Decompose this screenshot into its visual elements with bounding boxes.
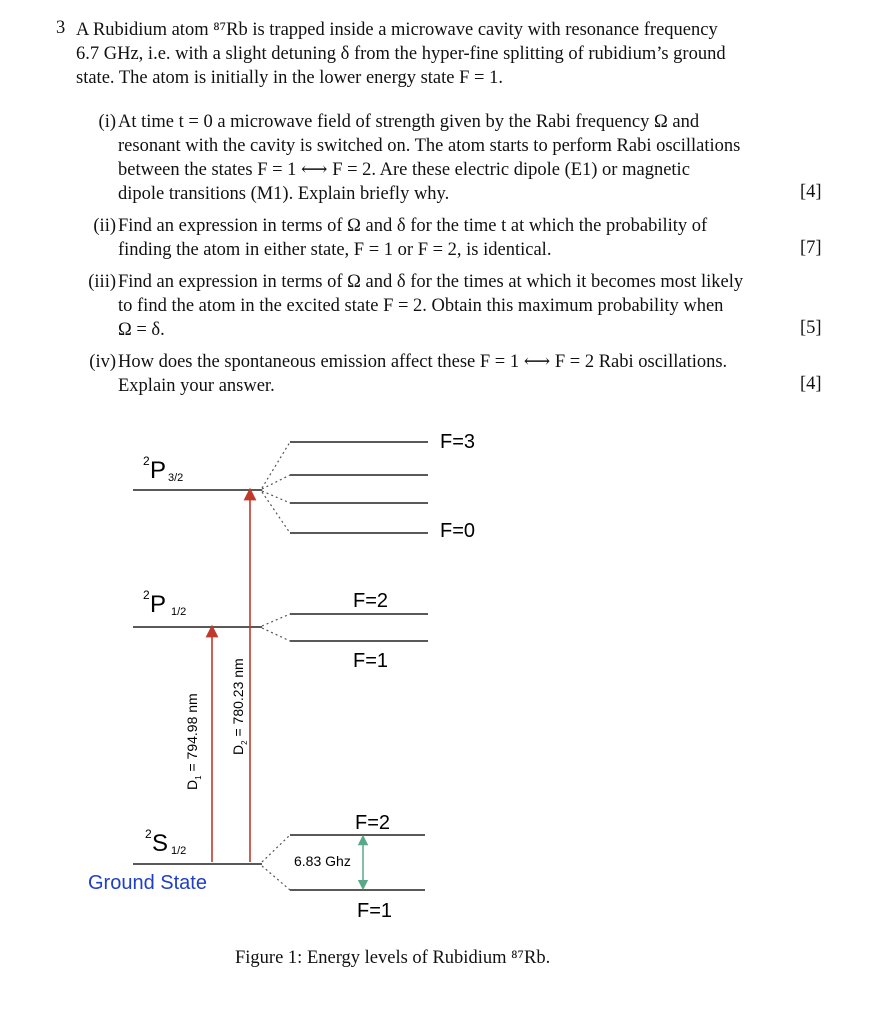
- s12-sup: 2: [145, 827, 152, 841]
- figure-caption: Figure 1: Energy levels of Rubidium ⁸⁷Rb.: [235, 948, 551, 968]
- d1-letter: D: [184, 779, 200, 790]
- p32-sup: 2: [143, 454, 150, 468]
- part-label: (iii): [88, 272, 116, 292]
- part-line: Explain your answer.: [118, 376, 275, 396]
- part-line: to find the atom in the excited state F = 2. Obtain this maximum probability when: [118, 296, 724, 316]
- part-line: dipole transitions (M1). Explain briefly why.: [118, 184, 450, 204]
- d1-subscript: 1: [194, 775, 203, 780]
- question-number: 3: [56, 18, 66, 38]
- part-line: between the states F = 1 ⟷ F = 2. Are these electric dipole (E1) or magnetic: [118, 160, 690, 180]
- intro-line: state. The atom is initially in the lower energy state F = 1.: [76, 68, 503, 88]
- p32-main: P: [150, 457, 167, 484]
- part-line: How does the spontaneous emission affect these F = 1 ⟷ F = 2 Rabi oscillations.: [118, 352, 728, 372]
- p32-sub: 3/2: [168, 472, 184, 484]
- part-line: At time t = 0 a microwave field of strength given by the Rabi frequency Ω and: [118, 112, 700, 132]
- part-line: Find an expression in terms of Ω and δ for the times at which it becomes most likely: [118, 272, 744, 292]
- question-intro: [76, 18, 796, 90]
- d2-value: = 780.23 nm: [230, 658, 246, 741]
- intro-line: 6.7 GHz, i.e. with a slight detuning δ from the hyper-fine splitting of rubidium’s ground: [76, 44, 726, 64]
- marks-ii: [7]: [800, 238, 822, 258]
- p12-f2-label: F=2: [353, 590, 389, 612]
- p12-main: P: [150, 591, 167, 618]
- d2-subscript: 2: [240, 740, 249, 745]
- part-line: finding the atom in either state, F = 1 or F = 2, is identical.: [118, 240, 552, 260]
- p12-sub: 1/2: [171, 606, 187, 618]
- intro-line: A Rubidium atom ⁸⁷Rb is trapped inside a microwave cavity with resonance frequency: [76, 20, 718, 40]
- s12-hf-connectors: [262, 835, 290, 890]
- p12-sup: 2: [143, 588, 150, 602]
- part-label: (i): [98, 112, 116, 132]
- d1-value: = 794.98 nm: [184, 693, 200, 776]
- s12-sub: 1/2: [171, 845, 187, 857]
- part-line: resonant with the cavity is switched on. The atom starts to perform Rabi oscillations: [118, 136, 741, 156]
- p12-hf-connectors: [262, 614, 290, 641]
- energy-level-diagram: [0, 400, 896, 940]
- marks-iv: [4]: [800, 374, 822, 394]
- d1-label: [184, 693, 203, 790]
- part-label: (ii): [93, 216, 116, 236]
- p32-hf-connectors: [262, 442, 290, 533]
- marks-iii: [5]: [800, 318, 822, 338]
- s12-main: S: [152, 830, 169, 857]
- marks-i: [4]: [800, 182, 822, 202]
- p12-f1-label: F=1: [353, 650, 389, 672]
- hf-splitting-label: 6.83 Ghz: [294, 853, 351, 869]
- part-line: Ω = δ.: [118, 320, 165, 340]
- ground-state-label: Ground State: [88, 872, 207, 894]
- s12-f1-label: F=1: [357, 900, 393, 922]
- p32-f0-label: F=0: [440, 520, 476, 542]
- p32-f3-label: F=3: [440, 431, 476, 453]
- s12-f2-label: F=2: [355, 812, 391, 834]
- part-label: (iv): [89, 352, 116, 372]
- d2-label: [230, 658, 249, 755]
- d2-letter: D: [230, 744, 246, 755]
- part-line: Find an expression in terms of Ω and δ for the time t at which the probability of: [118, 216, 708, 236]
